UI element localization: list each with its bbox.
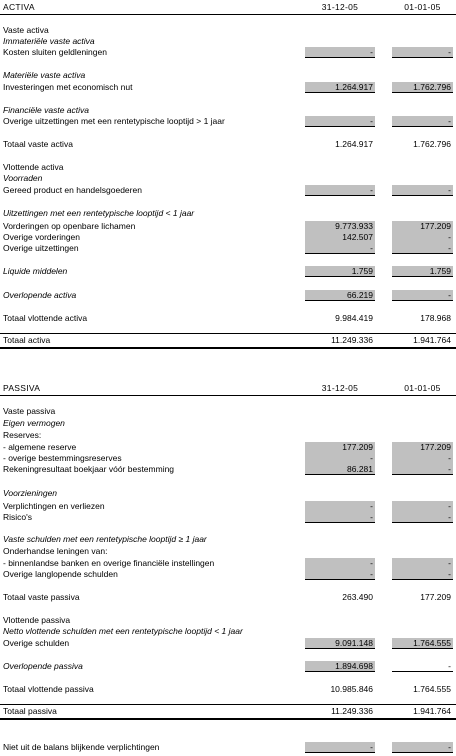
value-2005: - <box>305 569 375 580</box>
value-2004: 177.209 <box>420 592 451 602</box>
value-2004: - <box>392 569 453 580</box>
value-2004: 1.764.555 <box>413 684 451 694</box>
passiva-header-col2: 01-01-05 <box>404 383 441 393</box>
value-2004: - <box>392 512 453 523</box>
value-2004: - <box>392 501 453 512</box>
activa-header-row <box>0 2 456 13</box>
value-2005: 11.249.336 <box>331 335 373 345</box>
value-2005: 142.507 <box>305 232 375 243</box>
value-2004: - <box>392 232 453 243</box>
table-row <box>0 501 456 512</box>
table-row <box>0 116 456 127</box>
value-2004: 1.764.555 <box>392 638 453 649</box>
value-2004: - <box>392 185 453 196</box>
table-row <box>0 453 456 464</box>
grand-total-double-line <box>0 347 456 349</box>
value-2005: 263.490 <box>342 592 373 602</box>
row-label: Overige schulden <box>3 638 70 648</box>
value-2005: 1.264.917 <box>335 139 373 149</box>
row-label: Totaal activa <box>3 335 51 345</box>
value-2005: - <box>305 512 375 523</box>
table-row <box>0 243 456 254</box>
table-row <box>0 569 456 580</box>
grand-total-row <box>0 706 456 717</box>
table-row <box>0 25 456 36</box>
row-label: - binnenlandse banken en overige financiële instellingen <box>3 558 215 568</box>
value-2004: - <box>392 453 453 464</box>
row-label: Materiële vaste activa <box>3 70 86 80</box>
value-2005: - <box>305 558 375 569</box>
value-2005: 9.773.933 <box>305 221 375 232</box>
row-label: Voorzieningen <box>3 488 58 498</box>
value-2004: 1.759 <box>392 266 453 277</box>
table-row <box>0 82 456 93</box>
table-row <box>0 418 456 429</box>
value-2004: 1.762.796 <box>392 82 453 93</box>
value-2005: 1.759 <box>305 266 375 277</box>
table-row <box>0 742 456 753</box>
row-label: Vorderingen op openbare lichamen <box>3 221 136 231</box>
table-row <box>0 173 456 184</box>
table-row <box>0 406 456 417</box>
total-row <box>0 684 456 695</box>
value-2005: 177.209 <box>305 442 375 453</box>
activa-header-col1: 31-12-05 <box>321 2 359 12</box>
table-row <box>0 232 456 243</box>
row-label: Verplichtingen en verliezen <box>3 501 105 511</box>
row-label: Vlottende activa <box>3 162 64 172</box>
row-label: Netto vlottende schulden met een rentetypische looptijd < 1 jaar <box>3 626 243 636</box>
value-2004: - <box>392 47 453 58</box>
passiva-header-row <box>0 383 456 394</box>
table-row <box>0 266 456 277</box>
table-row <box>0 615 456 626</box>
row-label: Immateriële vaste activa <box>3 36 95 46</box>
value-2005: - <box>305 185 375 196</box>
value-2004: 177.209 <box>392 442 453 453</box>
total-row <box>0 592 456 603</box>
row-label: Voorraden <box>3 173 43 183</box>
activa-header-divider <box>0 14 456 15</box>
table-row <box>0 546 456 557</box>
value-2004: 177.209 <box>392 221 453 232</box>
row-label: Totaal vaste passiva <box>3 592 80 602</box>
row-label: Kosten sluiten geldleningen <box>3 47 107 57</box>
table-row <box>0 626 456 637</box>
value-2005: - <box>305 116 375 127</box>
row-label: Totaal vlottende passiva <box>3 684 94 694</box>
row-label: Totaal vlottende activa <box>3 313 88 323</box>
row-label: - algemene reserve <box>3 442 77 452</box>
value-2005: 10.985.846 <box>330 684 373 694</box>
table-row <box>0 105 456 116</box>
table-row <box>0 512 456 523</box>
passiva-header-divider <box>0 395 456 396</box>
row-label: Totaal passiva <box>3 706 57 716</box>
table-row <box>0 488 456 499</box>
value-2004: 178.968 <box>420 313 451 323</box>
value-2005: 86.281 <box>305 464 375 475</box>
table-row <box>0 661 456 672</box>
row-label: Overlopende activa <box>3 290 77 300</box>
row-label: Vaste passiva <box>3 406 56 416</box>
table-row <box>0 534 456 545</box>
table-row <box>0 221 456 232</box>
value-2004: 1.941.764 <box>413 706 451 716</box>
value-2005: 9.984.419 <box>335 313 373 323</box>
row-label: Rekeningresultaat boekjaar vóór bestemming <box>3 464 175 474</box>
table-row <box>0 290 456 301</box>
value-2004: 1.941.764 <box>413 335 451 345</box>
activa-header-label: ACTIVA <box>3 2 35 12</box>
table-row <box>0 208 456 219</box>
row-label: Overige uitzettingen met een rentetypische looptijd > 1 jaar <box>3 116 225 126</box>
value-2004: - <box>392 116 453 127</box>
value-2004: - <box>392 243 453 254</box>
table-row <box>0 442 456 453</box>
value-2004: - <box>392 661 453 672</box>
row-label: Liquide middelen <box>3 266 68 276</box>
value-2005: - <box>305 501 375 512</box>
value-2004: - <box>392 558 453 569</box>
row-label: Onderhandse leningen van: <box>3 546 108 556</box>
value-2005: 66.219 <box>305 290 375 301</box>
total-row <box>0 313 456 324</box>
row-label: Niet uit de balans blijkende verplichtingen <box>3 742 160 752</box>
row-label: Financiële vaste activa <box>3 105 89 115</box>
table-row <box>0 162 456 173</box>
value-2005: - <box>305 453 375 464</box>
table-row <box>0 36 456 47</box>
row-label: Vaste activa <box>3 25 49 35</box>
table-row <box>0 558 456 569</box>
table-row <box>0 464 456 475</box>
row-label: Risico's <box>3 512 33 522</box>
value-2004: - <box>392 742 453 753</box>
value-2005: - <box>305 47 375 58</box>
total-divider <box>0 704 456 705</box>
row-label: Overige uitzettingen <box>3 243 79 253</box>
row-label: Overige vorderingen <box>3 232 81 242</box>
passiva-header-label: PASSIVA <box>3 383 41 393</box>
row-label: Vaste schulden met een rentetypische looptijd ≥ 1 jaar <box>3 534 207 544</box>
row-label: Overlopende passiva <box>3 661 83 671</box>
grand-total-double-line <box>0 718 456 720</box>
passiva-header-col1: 31-12-05 <box>321 383 359 393</box>
row-label: Investeringen met economisch nut <box>3 82 133 92</box>
value-2005: - <box>305 742 375 753</box>
row-label: Eigen vermogen <box>3 418 65 428</box>
value-2005: 1.894.698 <box>305 661 375 672</box>
value-2004: 1.762.796 <box>413 139 451 149</box>
value-2005: 9.091.148 <box>305 638 375 649</box>
value-2005: 11.249.336 <box>331 706 373 716</box>
total-divider <box>0 333 456 334</box>
table-row <box>0 70 456 81</box>
table-row <box>0 47 456 58</box>
value-2005: 1.264.917 <box>305 82 375 93</box>
value-2005: - <box>305 243 375 254</box>
activa-header-col2: 01-01-05 <box>404 2 441 12</box>
row-label: Vlottende passiva <box>3 615 71 625</box>
row-label: - overige bestemmingsreserves <box>3 453 122 463</box>
table-row <box>0 638 456 649</box>
row-label: Gereed product en handelsgoederen <box>3 185 142 195</box>
table-row <box>0 185 456 196</box>
value-2004: - <box>392 464 453 475</box>
table-row <box>0 430 456 441</box>
value-2004: - <box>392 290 453 301</box>
row-label: Uitzettingen met een rentetypische looptijd < 1 jaar <box>3 208 195 218</box>
grand-total-row <box>0 335 456 346</box>
total-row <box>0 139 456 150</box>
row-label: Totaal vaste activa <box>3 139 73 149</box>
row-label: Overige langlopende schulden <box>3 569 118 579</box>
row-label: Reserves: <box>3 430 42 440</box>
